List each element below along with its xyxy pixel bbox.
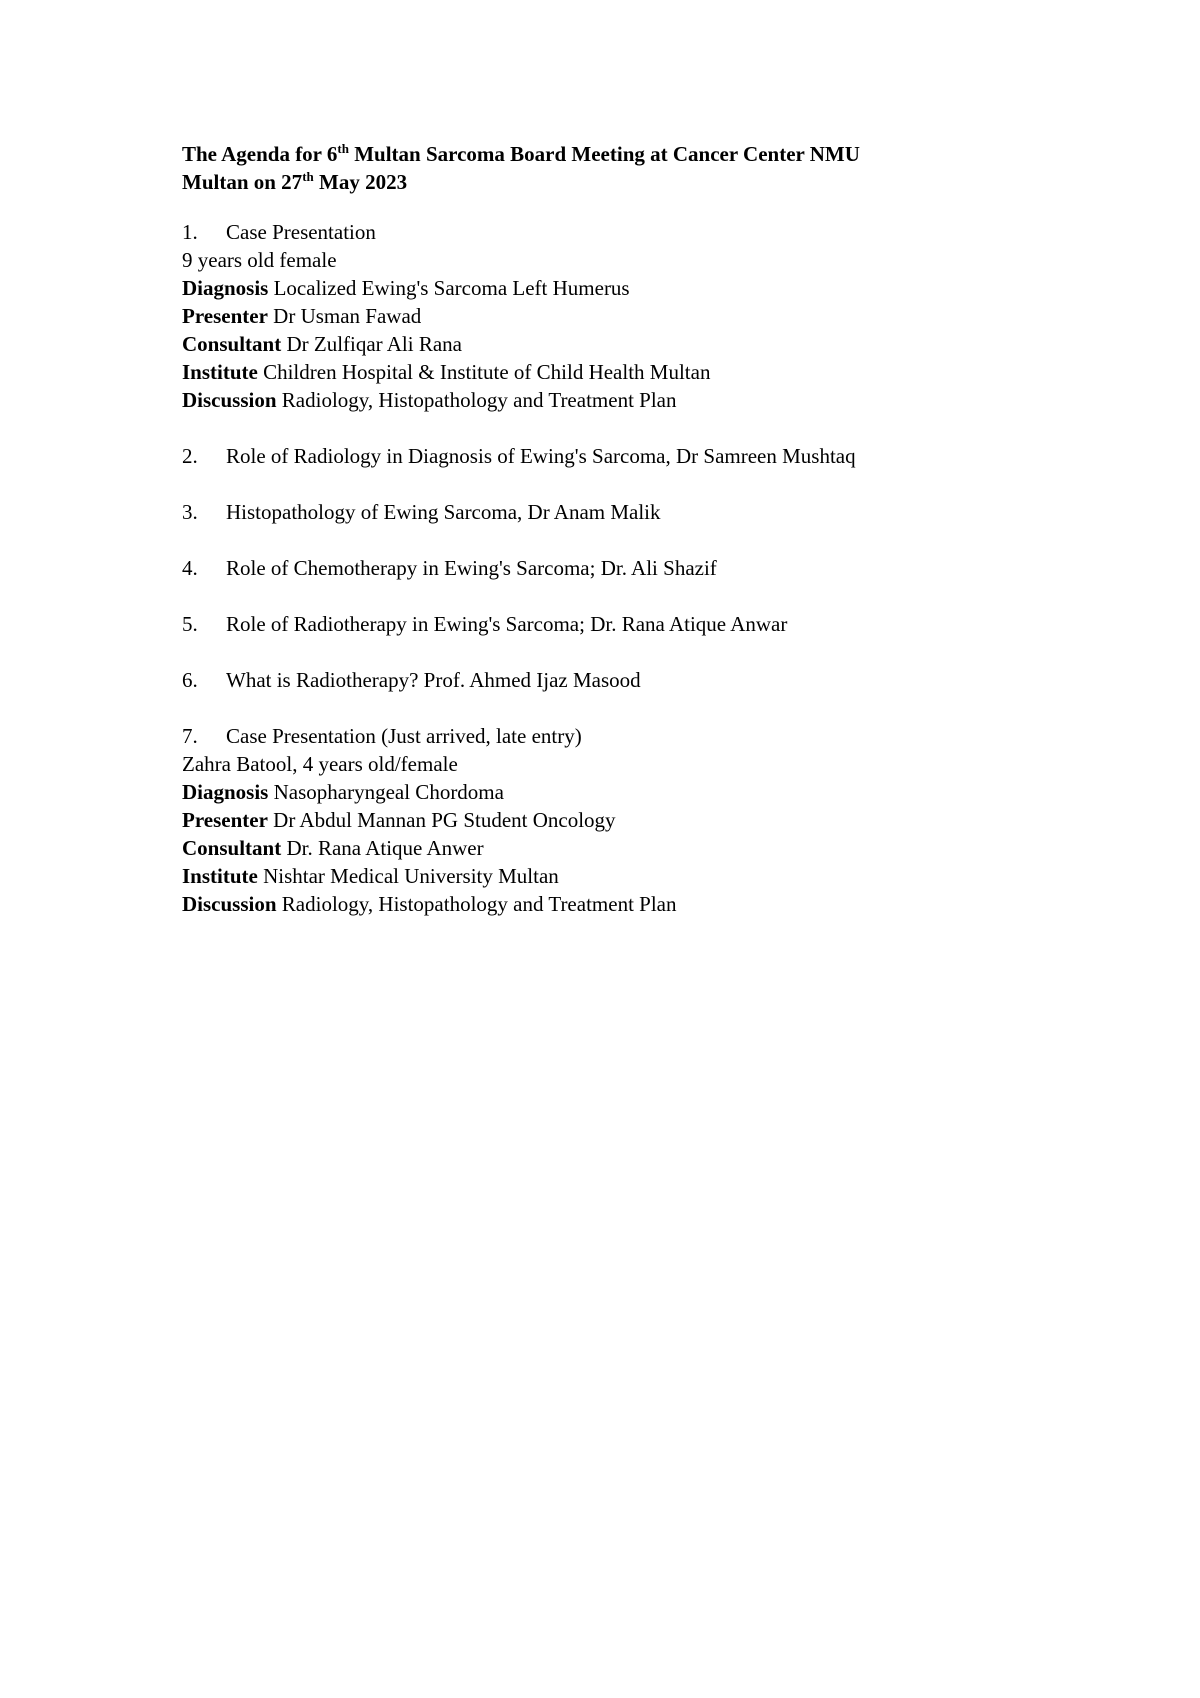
case-discussion: Discussion Radiology, Histopathology and Treatment Plan (182, 388, 677, 412)
case-diagnosis: Diagnosis Nasopharyngeal Chordoma (182, 780, 504, 804)
agenda-item-text: What is Radiotherapy? Prof. Ahmed Ijaz Masood (226, 668, 641, 692)
agenda-item-text: Case Presentation (226, 220, 376, 244)
case-diagnosis: Diagnosis Localized Ewing's Sarcoma Left Humerus (182, 276, 630, 300)
agenda-item-6 (182, 666, 1082, 694)
agenda-item-text: Role of Radiotherapy in Ewing's Sarcoma; Dr. Rana Atique Anwar (226, 612, 788, 636)
agenda-item-2 (182, 442, 1082, 470)
agenda-item-number: 5. (182, 612, 198, 636)
document-page (182, 140, 1082, 946)
agenda-item-number: 1. (182, 220, 198, 244)
agenda-item-number: 7. (182, 724, 198, 748)
agenda-item-4 (182, 554, 1082, 582)
case-discussion: Discussion Radiology, Histopathology and Treatment Plan (182, 892, 677, 916)
agenda-item-1 (182, 218, 1082, 414)
agenda-title: The Agenda for 6th Multan Sarcoma Board Meeting at Cancer Center NMU Multan on 27th May 2023 (182, 141, 860, 194)
case-institute: Institute Nishtar Medical University Multan (182, 864, 559, 888)
agenda-item-heading (182, 218, 1082, 246)
agenda-item-text: Role of Radiology in Diagnosis of Ewing's Sarcoma, Dr Samreen Mushtaq (226, 444, 856, 468)
agenda-item-number: 2. (182, 444, 198, 468)
title-superscript-2: th (302, 169, 314, 184)
case-institute: Institute Children Hospital & Institute of Child Health Multan (182, 360, 711, 384)
agenda-item-heading (182, 722, 1082, 750)
agenda-item-number: 6. (182, 668, 198, 692)
agenda-item-3 (182, 498, 1082, 526)
case-presenter: Presenter Dr Abdul Mannan PG Student Oncology (182, 808, 616, 832)
case-consultant: Consultant Dr Zulfiqar Ali Rana (182, 332, 462, 356)
title-superscript-1: th (337, 141, 349, 156)
agenda-item-number: 3. (182, 500, 198, 524)
agenda-item-number: 4. (182, 556, 198, 580)
agenda-item-5 (182, 610, 1082, 638)
case-presenter: Presenter Dr Usman Fawad (182, 304, 422, 328)
agenda-item-7 (182, 722, 1082, 918)
agenda-item-text: Role of Chemotherapy in Ewing's Sarcoma; Dr. Ali Shazif (226, 556, 717, 580)
agenda-item-text: Case Presentation (Just arrived, late entry) (226, 724, 582, 748)
case-consultant: Consultant Dr. Rana Atique Anwer (182, 836, 484, 860)
case-intro: Zahra Batool, 4 years old/female (182, 752, 458, 776)
agenda-item-text: Histopathology of Ewing Sarcoma, Dr Anam Malik (226, 500, 661, 524)
case-intro: 9 years old female (182, 248, 337, 272)
